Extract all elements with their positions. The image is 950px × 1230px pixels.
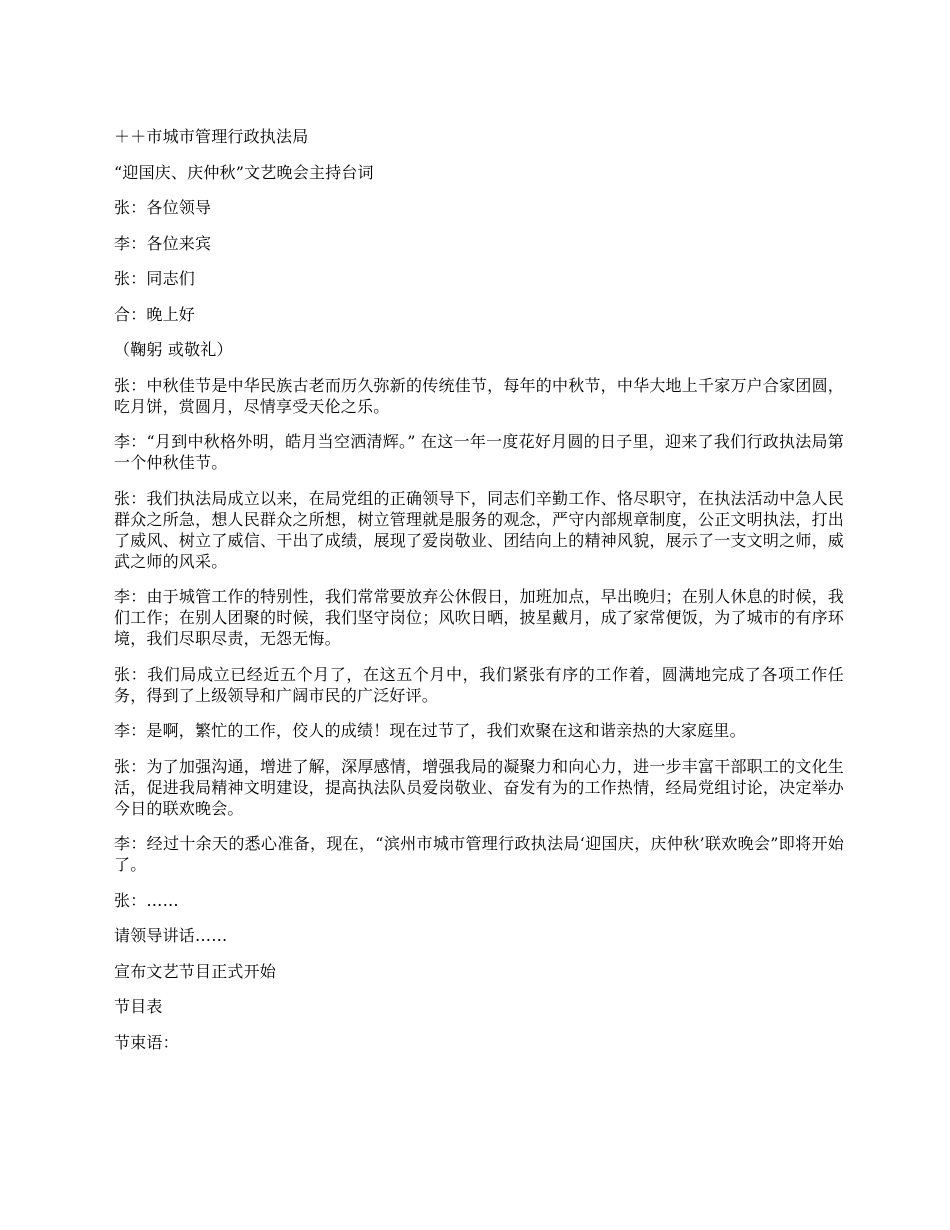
dialogue-paragraph: 李：“月到中秋格外明，皓月当空洒清辉。” 在这一年一度花好月圆的日子里，迎来了我们行政执法局第一个仲秋佳节。 <box>114 432 844 472</box>
dialogue-line: 张：各位领导 <box>114 198 212 217</box>
dialogue-paragraph: 张：我们局成立已经近五个月了，在这五个月中，我们紧张有序的工作着，圆满地完成了各项工作任务，得到了上级领导和广阔市民的广泛好评。 <box>114 664 844 705</box>
dialogue-paragraph: 李：由于城管工作的特别性，我们常常要放弃公休假日，加班加点，早出晚归；在别人休息的时候，我们工作；在别人团聚的时候，我们坚守岗位；风吹日晒，披星戴月，成了家常便饭，为了城市的有序环境，我们尽职尽责，无怨无悔。 <box>114 587 844 648</box>
dialogue-paragraph: 李：是啊，繁忙的工作，佼人的成绩！现在过节了，我们欢聚在这和谐亲热的大家庭里。 <box>114 721 746 740</box>
dialogue-line: 张：同志们 <box>114 269 196 288</box>
dialogue-line: 合：晚上好 <box>114 304 196 324</box>
dialogue-paragraph: 张：为了加强沟通，增进了解，深厚感情，增强我局的凝聚力和向心力，进一步丰富干部职工的文化生活，促进我局精神文明建设，提高执法队员爱岗敬业、奋发有为的工作热情，经局党组讨论，决定举办今日的联欢晚会。 <box>114 756 844 818</box>
program-item: 节目表 <box>114 997 163 1016</box>
program-item: 请领导讲话…… <box>114 926 228 945</box>
dialogue-line: 张：…… <box>114 890 179 910</box>
dialogue-paragraph: 张：我们执法局成立以来，在局党组的正确领导下，同志们辛勤工作、恪尽职守，在执法活动中急人民群众之所急，想人民群众之所想，树立管理就是服务的观念，严守内部规章制度，公正文明执法，打出了威风、树立了威信、干出了成绩，展现了爱岗敬业、团结向上的精神风貌，展示了一支文明之师，威武之师的风采。 <box>114 488 844 571</box>
document-body <box>114 126 844 1067</box>
dialogue-paragraph: 张：中秋佳节是中华民族古老而历久弥新的传统佳节，每年的中秋节，中华大地上千家万户合家团圆，吃月饼，赏圆月，尽情享受天伦之乐。 <box>114 375 844 416</box>
stage-direction: （鞠躬 或敬礼） <box>114 340 233 359</box>
dialogue-paragraph: 李：经过十余天的悉心准备，现在，“滨州市城市管理行政执法局‘迎国庆，庆仲秋’联欢晚会”即将开始了。 <box>114 834 844 874</box>
program-item: 宣布文艺节目正式开始 <box>114 961 277 981</box>
org-heading: ＋＋市城市管理行政执法局 <box>114 127 309 146</box>
program-item: 节束语： <box>114 1032 179 1052</box>
script-title: “迎国庆、庆仲秋”文艺晚会主持台词 <box>114 162 374 182</box>
dialogue-line: 李：各位来宾 <box>114 233 212 253</box>
